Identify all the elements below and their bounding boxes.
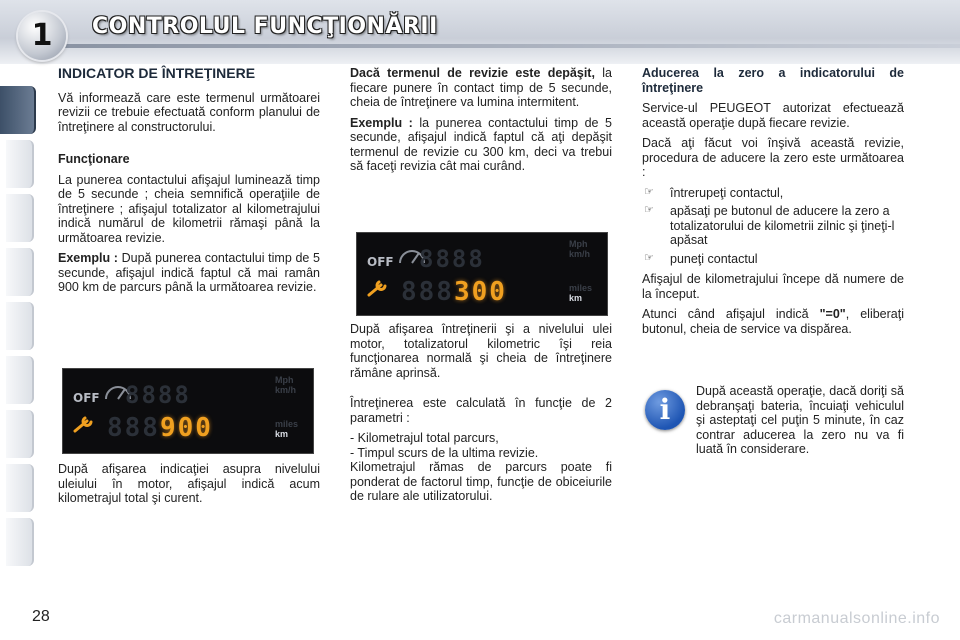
chapter-badge: 1 bbox=[18, 12, 66, 60]
speed-units bbox=[275, 375, 296, 395]
odometer-display-300 bbox=[356, 232, 608, 316]
bottom-digits-dim: 888 bbox=[401, 277, 454, 307]
subheading-functionare: Funcţionare bbox=[58, 152, 130, 166]
bottom-digits-lit: 900 bbox=[159, 413, 213, 443]
chapter-tabs bbox=[0, 64, 40, 584]
overdue-heading: Dacă termenul de revizie este depăşit, bbox=[350, 66, 595, 80]
column-middle-lower bbox=[350, 322, 612, 510]
wrench-icon bbox=[365, 277, 393, 301]
list-item: - Kilometrajul total parcurs, bbox=[350, 431, 499, 445]
list-item bbox=[642, 204, 904, 248]
column-right bbox=[642, 66, 904, 342]
wrench-icon bbox=[71, 413, 99, 437]
chapter-tab[interactable] bbox=[6, 194, 34, 242]
reset-steps bbox=[642, 186, 904, 267]
list-item: - Timpul scurs de la ultima revizie. bbox=[350, 445, 539, 460]
column-left bbox=[58, 66, 320, 301]
pointing-hand-icon: ☞ bbox=[644, 185, 654, 198]
chapter-title: CONTROLUL FUNCŢIONĂRII bbox=[92, 14, 438, 39]
display-caption: După afişarea întreţinerii şi a nivelului ulei motor, totalizatorul kilometric îşi reia funcţionarea normală şi cheia de întreţinere rămâne aprinsă. bbox=[350, 322, 612, 380]
functionare-paragraph: La punerea contactului afişajul luminează timp de 5 secunde ; cheia semnifică operaţiile de întreţinere ; afişajul totalizator al kilometrajului indică numărul de kilometrii rămaşi până la următoarea revizie. bbox=[58, 172, 320, 245]
info-text: După această operaţie, dacă doriţi să debranşaţi bateria, încuiaţi vehiculul şi asteptaţi cel puţin 5 minute, în caz contrar aducerea la zero nu va fi luată în considerare. bbox=[696, 384, 904, 456]
params-intro: Întreţinerea este calculată în funcţie de 2 parametri : bbox=[350, 396, 612, 425]
unit-miles: miles bbox=[275, 419, 299, 429]
p4-value: "=0" bbox=[819, 307, 846, 321]
unit-km: km bbox=[275, 429, 289, 439]
step-text: întrerupeţi contactul, bbox=[670, 185, 784, 200]
intro-paragraph: Vă informează care este termenul următoarei revizii ce trebuie efectuată conform planului de întreţinere al constructorului. bbox=[58, 90, 320, 134]
chapter-tab[interactable] bbox=[6, 410, 34, 458]
top-digits: 8888 bbox=[125, 381, 191, 409]
example-label: Exemplu : bbox=[350, 115, 413, 130]
chapter-tab[interactable] bbox=[6, 464, 34, 512]
watermark: carmanualsonline.info bbox=[773, 610, 940, 627]
example-text: la punerea contactului timp de 5 secunde, afişajul indică faptul că aţi depăşit termenul de revizie cu 300 km, deci va trebui să faceţi revizia cât mai curând. bbox=[350, 115, 612, 173]
chapter-tab[interactable] bbox=[6, 248, 34, 296]
overdue-paragraph bbox=[350, 66, 612, 110]
speed-units bbox=[569, 239, 590, 259]
chapter-tab-active[interactable] bbox=[0, 86, 36, 134]
header-rule bbox=[60, 44, 960, 48]
bottom-digits-dim: 888 bbox=[107, 413, 160, 443]
conclusion-paragraph: Kilometrajul rămas de parcurs poate fi ponderat de factorul timp, funcţie de obiceiurile de rulare ale utilizatorului. bbox=[350, 460, 612, 503]
distance-units bbox=[275, 419, 298, 439]
column-left-caption bbox=[58, 462, 320, 512]
unit-miles: miles bbox=[569, 283, 593, 293]
list-item bbox=[642, 186, 904, 201]
example-text: După punerea contactului timp de 5 secunde, afişajul indică faptul că mai ramân 900 km de parcurs până la următoarea revizie. bbox=[58, 251, 320, 294]
unit-kmh: km/h bbox=[569, 249, 591, 259]
unit-kmh: km/h bbox=[275, 385, 297, 395]
chapter-tab[interactable] bbox=[6, 356, 34, 404]
reset-heading: Aducerea la zero a indicatorului de întreţinere bbox=[642, 66, 904, 95]
unit-km: km bbox=[569, 293, 583, 303]
params-list bbox=[350, 431, 612, 460]
pointing-hand-icon: ☞ bbox=[644, 204, 654, 216]
step-text: puneţi contactul bbox=[670, 251, 758, 266]
odometer-display-900 bbox=[62, 368, 314, 454]
reset-p1: Service-ul PEUGEOT autorizat efectuează această operaţie după fiecare revizie. bbox=[642, 101, 904, 130]
bottom-digits bbox=[107, 413, 213, 443]
overdue-example bbox=[350, 116, 612, 174]
list-item bbox=[642, 252, 904, 267]
overdue-text: la fiecare punere în contact timp de 5 secunde, cheia de întreţinere va lumina intermitent. bbox=[350, 66, 612, 109]
distance-units bbox=[569, 283, 592, 303]
reset-p4 bbox=[642, 307, 904, 336]
page-header bbox=[0, 0, 960, 64]
column-middle bbox=[350, 66, 612, 180]
chapter-tab[interactable] bbox=[6, 518, 34, 566]
chapter-tab[interactable] bbox=[6, 140, 34, 188]
page-number: 28 bbox=[32, 608, 50, 625]
off-label: OFF bbox=[73, 391, 100, 405]
reset-p2: Dacă aţi făcut voi înşivă această revizie, procedura de aducere la zero este următoarea : bbox=[642, 136, 904, 179]
reset-p3: Afişajul de kilometrajului începe dă numere de la început. bbox=[642, 272, 904, 301]
example-label: Exemplu : bbox=[58, 251, 118, 265]
p4-after: , eliberaţi butonul, cheia de service va dispărea. bbox=[642, 307, 904, 336]
section-title: INDICATOR DE ÎNTREŢINERE bbox=[58, 65, 256, 81]
info-note bbox=[642, 384, 904, 457]
unit-mph: Mph bbox=[275, 375, 294, 385]
bottom-digits bbox=[401, 277, 507, 307]
display-caption: După afişarea indicaţiei asupra nivelului uleiului în motor, afişajul indică acum kilometrajul total şi curent. bbox=[58, 462, 320, 505]
top-digits: 8888 bbox=[419, 245, 485, 273]
bottom-digits-lit: 300 bbox=[453, 277, 507, 307]
step-text: apăsaţi pe butonul de aducere la zero a totalizatorului de kilometrii zilnic şi ţineţi-l apăsat bbox=[670, 204, 895, 247]
info-icon: i bbox=[645, 390, 685, 430]
pointing-hand-icon: ☞ bbox=[644, 251, 654, 264]
off-label: OFF bbox=[367, 255, 394, 269]
p4-before: Atunci când afişajul indică bbox=[642, 307, 820, 321]
example-paragraph bbox=[58, 251, 320, 295]
chapter-tab[interactable] bbox=[6, 302, 34, 350]
unit-mph: Mph bbox=[569, 239, 588, 249]
